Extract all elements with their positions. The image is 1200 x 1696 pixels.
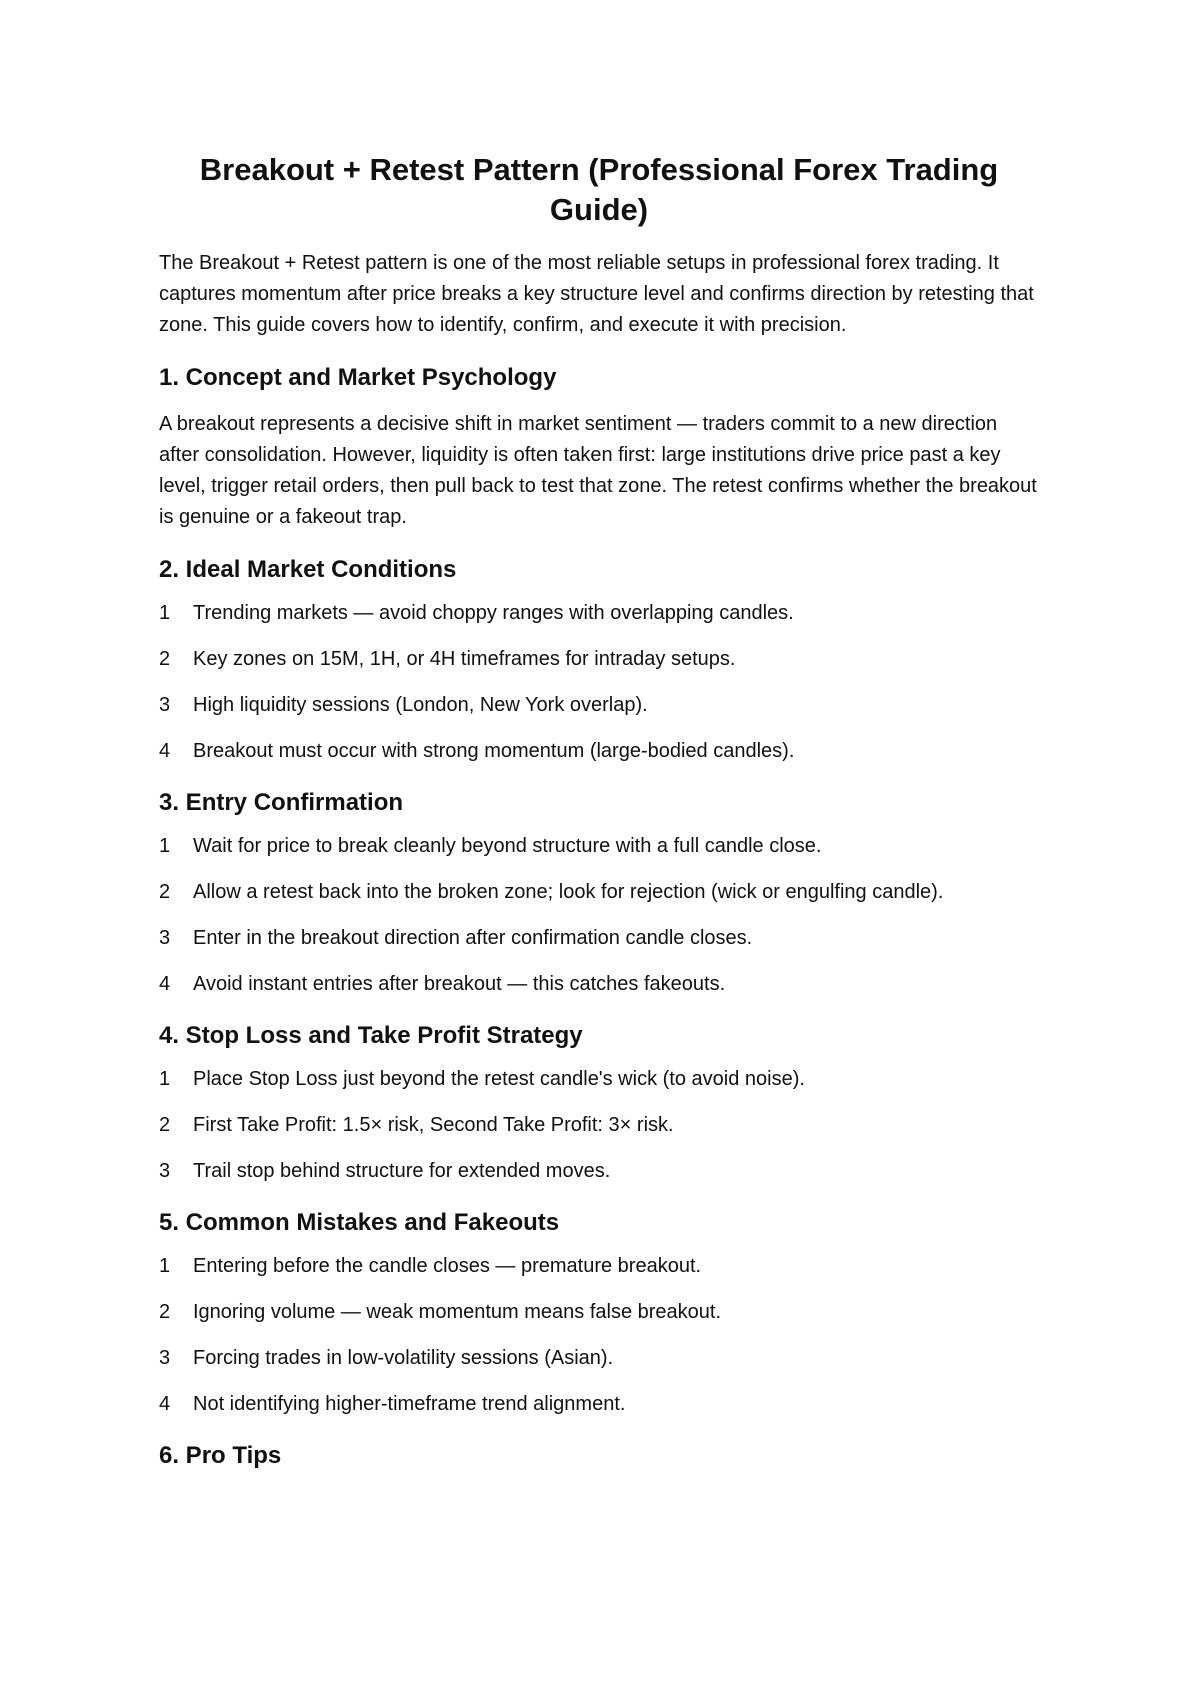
list-item — [159, 1343, 1039, 1373]
list-item-number: 2 — [159, 1114, 171, 1136]
list-item — [159, 644, 1039, 674]
list-item-text: Avoid instant entries after breakout — this catches fakeouts. — [193, 973, 726, 995]
list-item-number: 3 — [159, 694, 171, 716]
list-item-number: 4 — [159, 1393, 171, 1415]
document-title: Breakout + Retest Pattern (Professional Forex Trading Guide) — [199, 152, 999, 227]
list-item — [159, 1297, 1039, 1327]
list-item-text: Allow a retest back into the broken zone; look for rejection (wick or engulfing candle). — [193, 881, 944, 903]
stop-loss-list — [159, 1064, 1039, 1186]
document-page — [159, 150, 1039, 1471]
list-item-text: First Take Profit: 1.5× risk, Second Take Profit: 3× risk. — [193, 1114, 674, 1136]
section-heading-entry: 3. Entry Confirmation — [159, 789, 404, 816]
list-item-text: Ignoring volume — weak momentum means false breakout. — [193, 1301, 722, 1323]
list-item — [159, 1156, 1039, 1186]
list-item — [159, 1064, 1039, 1094]
list-item-number: 1 — [159, 1068, 171, 1090]
list-item-text: Entering before the candle closes — premature breakout. — [193, 1255, 702, 1277]
list-item-text: Wait for price to break cleanly beyond structure with a full candle close. — [193, 835, 822, 857]
list-item-text: Breakout must occur with strong momentum (large-bodied candles). — [193, 740, 795, 762]
list-item-number: 4 — [159, 740, 171, 762]
list-item-number: 2 — [159, 881, 171, 903]
section-heading-mistakes: 5. Common Mistakes and Fakeouts — [159, 1209, 560, 1236]
list-item-number: 1 — [159, 1255, 171, 1277]
section-body-concept: A breakout represents a decisive shift in market sentiment — traders commit to a new direction after consolidation. However, liquidity is often taken first: large institutions drive price past a key level, trigger retail orders, then pull back to test that zone. The retest confirms whether the breakout is genuine or a fakeout trap. — [159, 413, 1037, 528]
list-item-text: Not identifying higher-timeframe trend alignment. — [193, 1393, 626, 1415]
list-item-number: 3 — [159, 1160, 171, 1182]
list-item-number: 3 — [159, 1347, 171, 1369]
list-item — [159, 923, 1039, 953]
entry-list — [159, 831, 1039, 999]
section-heading-pro-tips: 6. Pro Tips — [159, 1442, 282, 1469]
intro-paragraph: The Breakout + Retest pattern is one of the most reliable setups in professional forex trading. It captures momentum after price breaks a key structure level and confirms direction by retesting that zone. This guide covers how to identify, confirm, and execute it with precision. — [159, 252, 1034, 336]
list-item — [159, 1389, 1039, 1419]
list-item-number: 1 — [159, 835, 171, 857]
list-item — [159, 736, 1039, 766]
section-heading-concept: 1. Concept and Market Psychology — [159, 364, 557, 391]
list-item-text: Trail stop behind structure for extended moves. — [193, 1160, 611, 1182]
list-item-text: Trending markets — avoid choppy ranges with overlapping candles. — [193, 602, 794, 624]
list-item-number: 2 — [159, 648, 171, 670]
conditions-list — [159, 598, 1039, 766]
list-item-text: Enter in the breakout direction after confirmation candle closes. — [193, 927, 753, 949]
list-item — [159, 831, 1039, 861]
list-item — [159, 877, 1039, 907]
list-item — [159, 1251, 1039, 1281]
list-item — [159, 598, 1039, 628]
section-heading-conditions: 2. Ideal Market Conditions — [159, 556, 457, 583]
section-heading-stop-loss: 4. Stop Loss and Take Profit Strategy — [159, 1022, 583, 1049]
list-item-number: 3 — [159, 927, 171, 949]
list-item — [159, 1110, 1039, 1140]
list-item-number: 2 — [159, 1301, 171, 1323]
list-item-number: 4 — [159, 973, 171, 995]
list-item — [159, 690, 1039, 720]
list-item — [159, 969, 1039, 999]
mistakes-list — [159, 1251, 1039, 1419]
list-item-text: Forcing trades in low-volatility sessions (Asian). — [193, 1347, 614, 1369]
list-item-number: 1 — [159, 602, 171, 624]
list-item-text: High liquidity sessions (London, New York overlap). — [193, 694, 648, 716]
list-item-text: Key zones on 15M, 1H, or 4H timeframes for intraday setups. — [193, 648, 736, 670]
list-item-text: Place Stop Loss just beyond the retest candle's wick (to avoid noise). — [193, 1068, 805, 1090]
